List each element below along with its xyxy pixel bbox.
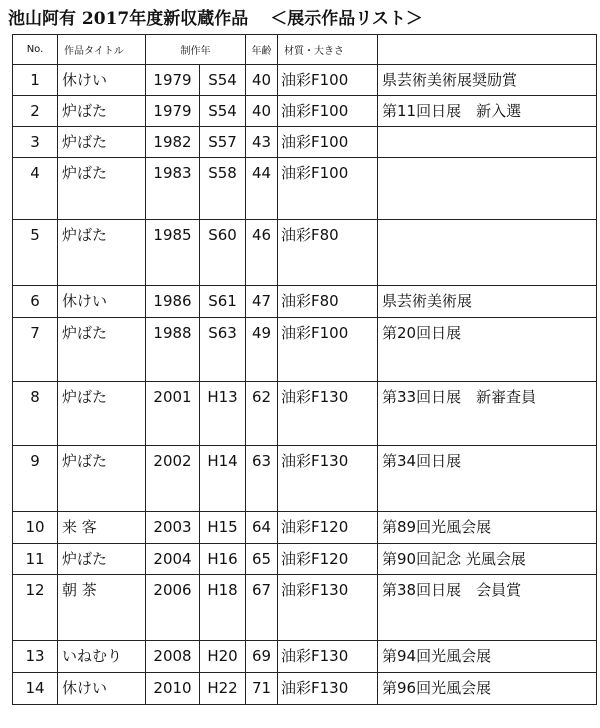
cell-age: 63	[246, 446, 278, 512]
cell-material: 油彩F100	[278, 65, 378, 96]
cell-age: 71	[246, 673, 278, 705]
cell-age: 40	[246, 65, 278, 96]
document-title	[8, 6, 598, 32]
table-row	[13, 158, 597, 220]
cell-year: 1986	[146, 286, 200, 318]
cell-material: 油彩F130	[278, 382, 378, 446]
cell-no: 2	[13, 96, 58, 127]
cell-no: 6	[13, 286, 58, 318]
cell-age: 64	[246, 512, 278, 544]
cell-year: 1983	[146, 158, 200, 220]
cell-material: 油彩F100	[278, 158, 378, 220]
cell-no: 1	[13, 65, 58, 96]
cell-year: 1982	[146, 127, 200, 158]
table-row	[13, 641, 597, 673]
cell-year: 1988	[146, 318, 200, 382]
cell-year: 2010	[146, 673, 200, 705]
cell-age: 49	[246, 318, 278, 382]
cell-material: 油彩F130	[278, 446, 378, 512]
cell-no: 9	[13, 446, 58, 512]
cell-no: 13	[13, 641, 58, 673]
cell-note: 県芸術美術展	[378, 286, 597, 318]
cell-year: 1979	[146, 65, 200, 96]
table-row	[13, 96, 597, 127]
cell-material: 油彩F120	[278, 512, 378, 544]
table-row	[13, 575, 597, 641]
cell-title: 炉ばた	[58, 318, 146, 382]
header-no: No.	[13, 35, 58, 65]
cell-title: 来 客	[58, 512, 146, 544]
cell-era: S60	[200, 220, 246, 286]
cell-era: S63	[200, 318, 246, 382]
cell-note: 県芸術美術展奨励賞	[378, 65, 597, 96]
cell-title: 休けい	[58, 286, 146, 318]
cell-title: 炉ばた	[58, 96, 146, 127]
cell-note: 第33回日展 新審査員	[378, 382, 597, 446]
cell-no: 11	[13, 544, 58, 575]
cell-material: 油彩F80	[278, 286, 378, 318]
cell-no: 5	[13, 220, 58, 286]
cell-era: H22	[200, 673, 246, 705]
cell-era: H13	[200, 382, 246, 446]
cell-year: 2002	[146, 446, 200, 512]
cell-age: 47	[246, 286, 278, 318]
cell-age: 43	[246, 127, 278, 158]
cell-note	[378, 220, 597, 286]
header-age: 年齢	[246, 35, 278, 65]
cell-title: 炉ばた	[58, 446, 146, 512]
cell-material: 油彩F100	[278, 127, 378, 158]
cell-no: 10	[13, 512, 58, 544]
cell-title: 炉ばた	[58, 544, 146, 575]
works-table	[12, 34, 597, 705]
cell-note	[378, 158, 597, 220]
cell-era: H15	[200, 512, 246, 544]
cell-no: 3	[13, 127, 58, 158]
cell-no: 12	[13, 575, 58, 641]
table-header-row	[13, 35, 597, 65]
table-row	[13, 220, 597, 286]
cell-material: 油彩F100	[278, 318, 378, 382]
cell-title: 炉ばた	[58, 220, 146, 286]
table-row	[13, 382, 597, 446]
cell-age: 44	[246, 158, 278, 220]
cell-title: 炉ばた	[58, 127, 146, 158]
cell-material: 油彩F130	[278, 641, 378, 673]
table-row	[13, 673, 597, 705]
cell-era: H16	[200, 544, 246, 575]
cell-note: 第96回光風会展	[378, 673, 597, 705]
title-main: 池山阿有 2017年度新収蔵作品	[8, 9, 249, 29]
cell-material: 油彩F130	[278, 673, 378, 705]
table-row	[13, 65, 597, 96]
cell-age: 67	[246, 575, 278, 641]
cell-no: 7	[13, 318, 58, 382]
cell-era: S58	[200, 158, 246, 220]
cell-era: H14	[200, 446, 246, 512]
table-row	[13, 286, 597, 318]
cell-year: 1985	[146, 220, 200, 286]
cell-year: 2004	[146, 544, 200, 575]
table-row	[13, 512, 597, 544]
cell-year: 2006	[146, 575, 200, 641]
header-material: 材質・大きさ	[278, 35, 378, 65]
cell-no: 14	[13, 673, 58, 705]
cell-year: 1979	[146, 96, 200, 127]
table-row	[13, 318, 597, 382]
cell-no: 8	[13, 382, 58, 446]
cell-note: 第34回日展	[378, 446, 597, 512]
cell-era: S54	[200, 96, 246, 127]
cell-title: 休けい	[58, 673, 146, 705]
table-body	[13, 65, 597, 705]
cell-age: 69	[246, 641, 278, 673]
cell-title: 休けい	[58, 65, 146, 96]
cell-title: 炉ばた	[58, 382, 146, 446]
cell-note: 第11回日展 新入選	[378, 96, 597, 127]
table-row	[13, 127, 597, 158]
cell-note: 第90回記念 光風会展	[378, 544, 597, 575]
cell-age: 46	[246, 220, 278, 286]
title-sub: ＜展示作品リスト＞	[270, 9, 423, 29]
cell-era: S57	[200, 127, 246, 158]
cell-material: 油彩F80	[278, 220, 378, 286]
cell-title: 炉ばた	[58, 158, 146, 220]
cell-year: 2003	[146, 512, 200, 544]
header-note	[378, 35, 597, 65]
header-made: 制作年	[146, 35, 246, 65]
cell-title: 朝 茶	[58, 575, 146, 641]
cell-year: 2001	[146, 382, 200, 446]
cell-age: 62	[246, 382, 278, 446]
cell-title: いねむり	[58, 641, 146, 673]
cell-era: H18	[200, 575, 246, 641]
cell-age: 40	[246, 96, 278, 127]
cell-era: S54	[200, 65, 246, 96]
cell-no: 4	[13, 158, 58, 220]
table-row	[13, 544, 597, 575]
header-title: 作品タイトル	[58, 35, 146, 65]
cell-material: 油彩F120	[278, 544, 378, 575]
cell-material: 油彩F100	[278, 96, 378, 127]
cell-note: 第20回日展	[378, 318, 597, 382]
cell-era: S61	[200, 286, 246, 318]
cell-year: 2008	[146, 641, 200, 673]
cell-note: 第89回光風会展	[378, 512, 597, 544]
cell-note: 第94回光風会展	[378, 641, 597, 673]
cell-era: H20	[200, 641, 246, 673]
cell-age: 65	[246, 544, 278, 575]
cell-note: 第38回日展 会員賞	[378, 575, 597, 641]
cell-material: 油彩F130	[278, 575, 378, 641]
cell-note	[378, 127, 597, 158]
table-row	[13, 446, 597, 512]
